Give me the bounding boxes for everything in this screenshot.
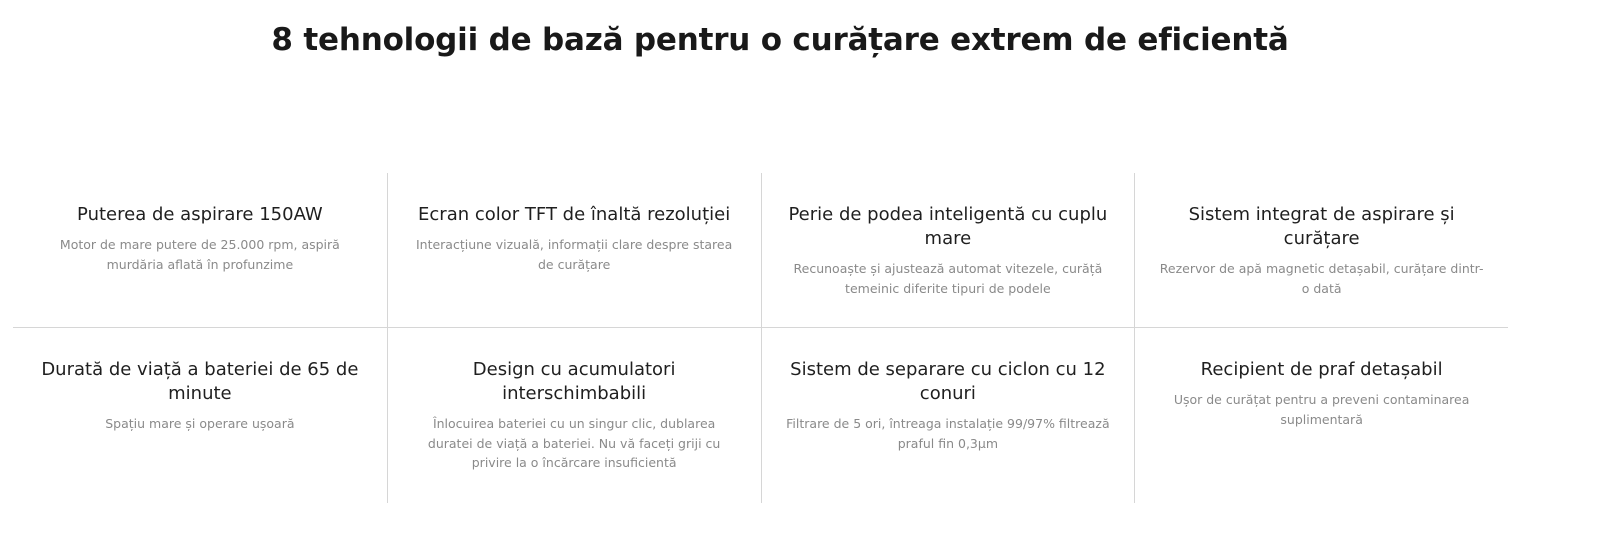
- feature-description: Înlocuirea bateriei cu un singur clic, dublarea duratei de viață a bateriei. Nu vă faceți griji cu privire la o încărcare insuficientă: [427, 416, 721, 470]
- feature-card-tft-screen: [387, 173, 761, 328]
- feature-title: Perie de podea inteligentă cu cuplu mare: [788, 204, 1108, 249]
- feature-card-swappable-battery: [387, 328, 761, 503]
- feature-card-dust-container: [1134, 328, 1508, 503]
- features-row-bottom: [13, 328, 1508, 503]
- feature-card-integrated-system: [1134, 173, 1508, 328]
- feature-description: Filtrare de 5 ori, întreaga instalație 99/97% filtrează praful fin 0,3μm: [786, 416, 1110, 451]
- feature-description: Recunoaște și ajustează automat vitezele, curăță temeinic diferite tipuri de podele: [793, 261, 1103, 296]
- feature-title: Puterea de aspirare 150AW: [77, 204, 323, 225]
- feature-description: Rezervor de apă magnetic detașabil, curățare dintr-o dată: [1159, 261, 1484, 296]
- feature-card-cyclone-separation: [761, 328, 1135, 503]
- feature-title: Design cu acumulatori interschimbabili: [472, 359, 676, 404]
- feature-description: Spațiu mare și operare ușoară: [105, 416, 295, 431]
- feature-card-battery-life: [13, 328, 387, 503]
- feature-description: Interacțiune vizuală, informații clare despre starea de curățare: [415, 237, 733, 272]
- feature-title: Recipient de praf detașabil: [1200, 359, 1443, 380]
- feature-description: Ușor de curățat pentru a preveni contaminarea suplimentară: [1173, 392, 1470, 427]
- feature-title: Ecran color TFT de înaltă rezoluției: [418, 204, 731, 225]
- features-row-top: [13, 173, 1508, 328]
- feature-card-floor-brush: [761, 173, 1135, 328]
- feature-title: Sistem integrat de aspirare și curățare: [1188, 204, 1455, 249]
- feature-title: Sistem de separare cu ciclon cu 12 conuri: [790, 359, 1106, 404]
- features-grid: [13, 173, 1508, 503]
- page-title: 8 tehnologii de bază pentru o curățare extrem de eficientă: [271, 22, 1289, 58]
- feature-description: Motor de mare putere de 25.000 rpm, aspiră murdăria aflată în profunzime: [59, 237, 340, 272]
- feature-card-suction-power: [13, 173, 387, 328]
- feature-title: Durată de viață a bateriei de 65 de minute: [41, 359, 359, 404]
